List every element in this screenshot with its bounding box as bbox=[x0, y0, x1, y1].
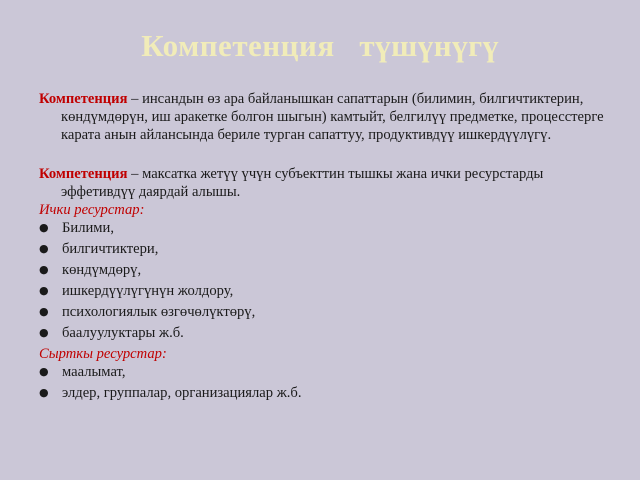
list-item bbox=[39, 282, 609, 300]
bullet-dot-icon: ● bbox=[39, 386, 49, 399]
list-item-label: билгичтиктери, bbox=[62, 241, 159, 257]
outer-resources-heading: Сырткы ресурстар: bbox=[39, 346, 167, 362]
bullet-dot-icon: ● bbox=[39, 263, 49, 276]
bullet-dot-icon: ● bbox=[39, 305, 49, 318]
bullet-dot-icon: ● bbox=[39, 221, 49, 234]
slide-title: Компетенция түшүнүгү bbox=[141, 28, 499, 63]
outer-resources-list bbox=[39, 363, 609, 402]
slide-content bbox=[39, 90, 609, 405]
list-item-label: баалуулуктары ж.б. bbox=[62, 325, 184, 341]
list-item-label: ишкердүүлүгүнүн жолдору, bbox=[62, 283, 234, 299]
list-item-label: элдер, группалар, организациялар ж.б. bbox=[62, 385, 302, 401]
inner-resources-heading: Ички ресурстар: bbox=[39, 202, 145, 218]
definition-term: Компетенция bbox=[39, 166, 128, 182]
definition-text: – максатка жетүү үчүн субъекттин тышкы жана ички ресурстарды эффетивдүү даярдай алышы. bbox=[61, 166, 544, 200]
list-item-label: психологиялык өзгөчөлүктөрү, bbox=[62, 304, 256, 320]
bullet-dot-icon: ● bbox=[39, 326, 49, 339]
list-item bbox=[39, 240, 609, 258]
inner-resources-list bbox=[39, 219, 609, 342]
bullet-dot-icon: ● bbox=[39, 242, 49, 255]
list-item-label: Билими, bbox=[62, 220, 114, 236]
definition-term: Компетенция bbox=[39, 91, 128, 107]
definition-2 bbox=[39, 165, 609, 201]
list-item bbox=[39, 324, 609, 342]
definition-text: – инсандын өз ара байланышкан сапаттарын (билимин, билгичтиктерин, көндүмдөрүн, иш аракетке болгон шыгын) камтыйт, белгилүү предметке, процесстерге карата анын айлансында бериле турган сапаттуу, продуктивдүү ишкердүүлүгү. bbox=[61, 91, 604, 143]
list-item-label: маалымат, bbox=[62, 364, 126, 380]
definition-1 bbox=[39, 90, 609, 144]
bullet-dot-icon: ● bbox=[39, 365, 49, 378]
list-item bbox=[39, 219, 609, 237]
list-item bbox=[39, 261, 609, 279]
bullet-dot-icon: ● bbox=[39, 284, 49, 297]
list-item bbox=[39, 384, 609, 402]
list-item bbox=[39, 363, 609, 381]
list-item bbox=[39, 303, 609, 321]
list-item-label: көндүмдөрү, bbox=[62, 262, 142, 278]
